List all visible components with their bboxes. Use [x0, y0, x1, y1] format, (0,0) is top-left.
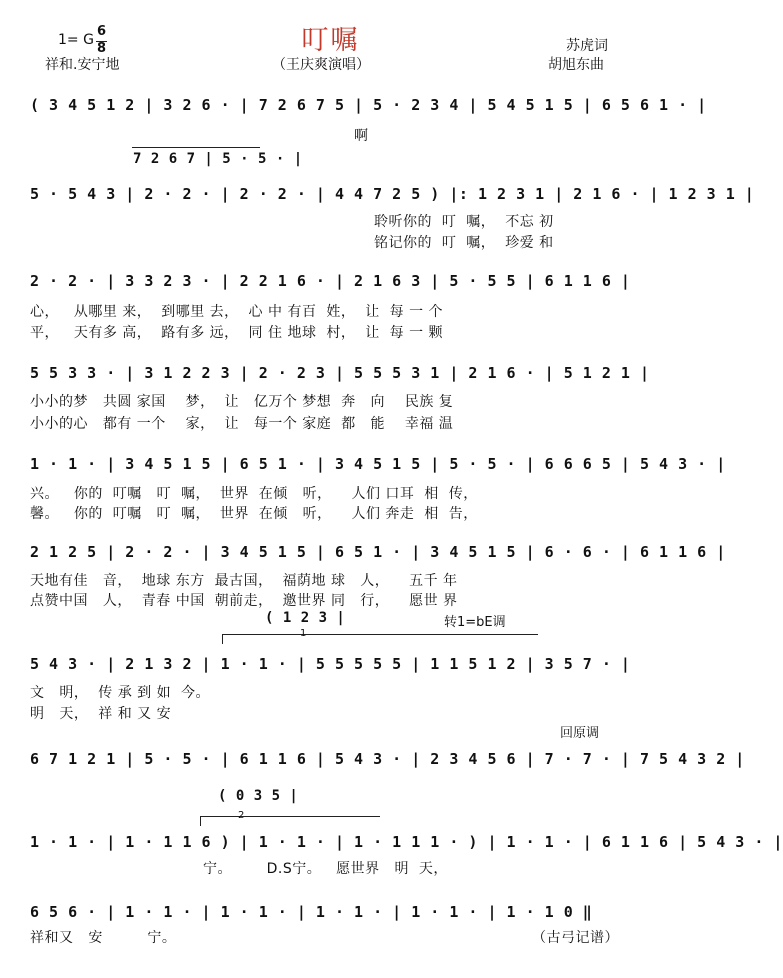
notation-row-5: 1 · 1 · | 3 4 5 1 5 | 6 5 1 · | 3 4 5 1 5 | 5 · 5 · | 6 6 6 5 | 5 4 3 · |: [30, 455, 726, 473]
transcriber-credit: （古弓记谱）: [532, 930, 619, 946]
notation-row-1: ( 3 4 5 1 2 | 3 2 6 · | 7 2 6 7 5 | 5 · 2 3 4 | 5 4 5 1 5 | 6 5 6 1 · |: [30, 96, 707, 114]
lyric-row-3-line-2: 平， 天有多 高， 路有多 远， 同 住 地球 村， 让 每 一 颗: [30, 325, 444, 341]
notation-row-8: 6 7 1 2 1 | 5 · 5 · | 6 1 1 6 | 5 4 3 · | 2 3 4 5 6 | 7 · 7 · | 7 5 4 3 2 |: [30, 750, 745, 768]
lyric-row-5-line-2: 馨。 你的 叮嘱 叮 嘱， 世界 在倾 听， 人们 奔走 相 告，: [30, 506, 478, 522]
return-key-mark: 回原调: [560, 726, 600, 741]
notation-row-2: 5 · 5 4 3 | 2 · 2 · | 2 · 2 · | 4 4 7 2 5 ) |: 1 2 3 1 | 2 1 6 · | 1 2 3 1 |: [30, 185, 755, 203]
modulation-mark: 转1=bE调: [444, 615, 506, 630]
notation-row-7: 5 4 3 · | 2 1 3 2 | 1 · 1 · | 5 5 5 5 5 | 1 1 5 1 2 | 3 5 7 · |: [30, 655, 631, 673]
notation-row-9-above: ( 0 3 5 |: [218, 788, 299, 804]
singer-credit: （王庆爽演唱）: [272, 57, 370, 73]
song-title: 叮嘱: [301, 25, 360, 56]
lyric-row-7-line-2: 明 天， 祥 和 又 安: [30, 706, 172, 722]
lyric-row-2-line-2: 铭记你的 叮 嘱， 珍爱 和: [374, 235, 554, 251]
lyric-row-5-line-1: 兴。 你的 叮嘱 叮 嘱， 世界 在倾 听， 人们 口耳 相 传，: [30, 486, 478, 502]
volta-bracket-2: 2: [238, 810, 245, 821]
lyric-row-7-line-1: 文 明， 传 承 到 如 今。: [30, 685, 211, 701]
notation-row-10: 6 5 6 · | 1 · 1 · | 1 · 1 · | 1 · 1 · | 1 · 1 · | 1 · 1 0 ‖: [30, 903, 593, 921]
lyric-row-4-line-2: 小小的心 都有 一个 家， 让 每一个 家庭 都 能 幸福 温: [30, 416, 454, 432]
lyricist-credit: 苏虎词: [566, 38, 608, 54]
notation-row-3: 2 · 2 · | 3 3 2 3 · | 2 2 1 6 · | 2 1 6 3 | 5 · 5 5 | 6 1 1 6 |: [30, 272, 631, 290]
lyric-row-2-line-1: 聆听你的 叮 嘱， 不忘 初: [374, 214, 554, 230]
lyric-row-1-line-1: 啊: [354, 128, 369, 144]
lyric-row-6-line-1: 天地有佳 音， 地球 东方 最古国， 福荫地 球 人， 五千 年: [30, 573, 458, 589]
time-denominator: 8: [97, 41, 107, 56]
composer-credit: 胡旭东曲: [548, 57, 604, 73]
key-signature: 1= G: [58, 32, 94, 48]
notation-row-6: 2 1 2 5 | 2 · 2 · | 3 4 5 1 5 | 6 5 1 · | 3 4 5 1 5 | 6 · 6 · | 6 1 1 6 |: [30, 543, 726, 561]
lyric-row-6-line-2: 点赞中国 人， 青春 中国 朝前走， 邀世界 同 行， 愿世 界: [30, 593, 458, 609]
time-numerator: 6: [97, 24, 107, 39]
notation-row-9: 1 · 1 · | 1 · 1 1 6 ) | 1 · 1 · | 1 · 1 1 1 · ) | 1 · 1 · | 6 1 1 6 | 5 4 3 · |: [30, 833, 783, 851]
volta-bracket-1: 1: [300, 628, 307, 639]
lyric-row-9-line-1: 宁。 D.S宁。 愿世界 明 天，: [203, 861, 448, 877]
notation-row-4: 5 5 3 3 · | 3 1 2 2 3 | 2 · 2 3 | 5 5 5 3 1 | 2 1 6 · | 5 1 2 1 |: [30, 364, 650, 382]
tempo-mood: 祥和.安宁地: [45, 57, 120, 73]
notation-row-2-above: 7 2 6 7 | 5 · 5 · |: [133, 151, 303, 167]
notation-row-7-above: ( 1 2 3 |: [265, 610, 346, 626]
lyric-row-4-line-1: 小小的梦 共圆 家国 梦， 让 亿万个 梦想 奔 向 民族 复: [30, 394, 454, 410]
lyric-row-3-line-1: 心， 从哪里 来， 到哪里 去， 心 中 有百 姓， 让 每 一 个: [30, 304, 444, 320]
lyric-row-10-line-1: 祥和又 安 宁。: [30, 930, 177, 946]
